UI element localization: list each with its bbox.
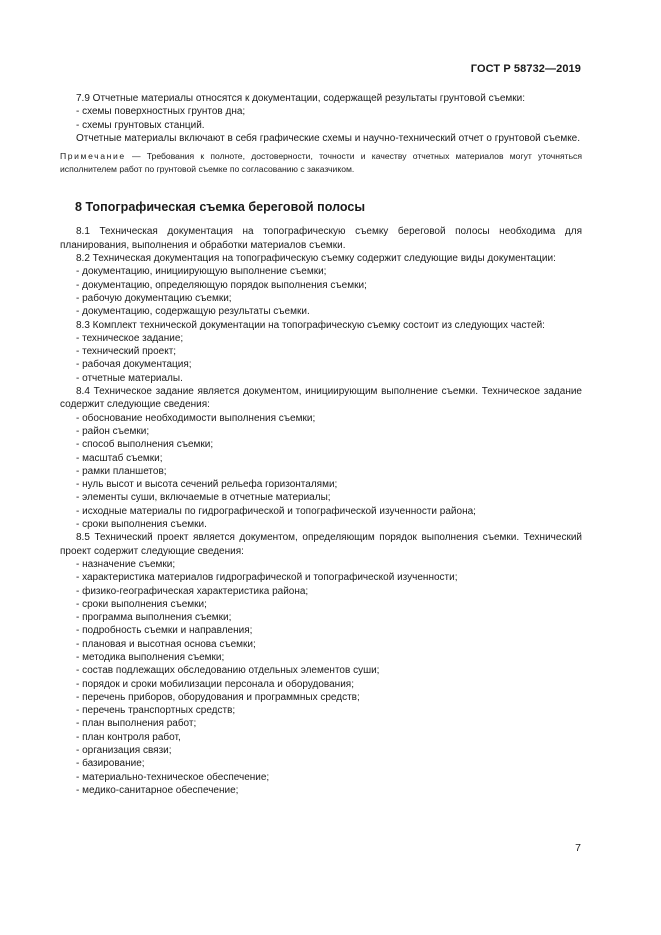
- list-8-4: [60, 412, 582, 532]
- section-8-heading: 8 Топографическая съемка береговой полосы: [75, 200, 366, 215]
- list-item: - рабочая документация;: [76, 359, 192, 371]
- list-item: - нуль высот и высота сечений рельефа горизонталями;: [76, 479, 338, 491]
- document-body: [60, 92, 582, 797]
- list-item: - состав подлежащих обследованию отдельных элементов суши;: [76, 665, 380, 677]
- note-label: Примечание: [60, 151, 126, 162]
- note-text: — Требования к полноте, достоверности, точности и качеству отчетных материалов могут уточняться исполнителем работ по грунтовой съемке по согласованию с заказчиком.: [60, 151, 582, 174]
- list-item: - базирование;: [76, 758, 145, 770]
- list-item: - район съемки;: [76, 425, 150, 437]
- paragraph-8-1: 8.1 Техническая документация на топографическую съемку береговой полосы необходима для планирования, выполнения и обработки материалов съемки.: [60, 226, 582, 251]
- list-item: - техническое задание;: [76, 332, 184, 344]
- list-item: - технический проект;: [76, 346, 177, 358]
- paragraph-8-5: 8.5 Технический проект является документом, определяющим порядок выполнения съемки. Технический проект содержит следующие сведения:: [60, 532, 582, 557]
- page-number: 7: [575, 842, 581, 854]
- list-item: - способ выполнения съемки;: [76, 439, 214, 451]
- list-item: - организация связи;: [76, 745, 172, 757]
- document-code-header: ГОСТ Р 58732—2019: [470, 63, 581, 75]
- list-item: - план выполнения работ;: [76, 718, 197, 730]
- list-item: - исходные материалы по гидрографической и топографической изученности района;: [76, 505, 476, 517]
- list-item: - элементы суши, включаемые в отчетные материалы;: [76, 492, 331, 504]
- list-8-3: [60, 332, 582, 385]
- list-8-5: [60, 558, 582, 797]
- paragraph-8-2: 8.2 Техническая документация на топографическую съемку содержит следующие виды документации:: [76, 253, 556, 265]
- list-item: - рабочую документацию съемки;: [76, 292, 232, 304]
- list-item: - документацию, содержащую результаты съемки.: [76, 306, 310, 318]
- list-7-9: [60, 105, 582, 132]
- list-item: - назначение съемки;: [76, 558, 176, 570]
- list-item: - документацию, инициирующую выполнение съемки;: [76, 266, 327, 278]
- list-item: - методика выполнения съемки;: [76, 651, 225, 663]
- list-item: - характеристика материалов гидрографической и топографической изученности;: [76, 572, 458, 584]
- list-item: - медико-санитарное обеспечение;: [76, 784, 239, 796]
- list-item: - подробность съемки и направления;: [76, 625, 253, 637]
- list-item: - отчетные материалы.: [76, 372, 183, 384]
- list-item: - порядок и сроки мобилизации персонала и оборудования;: [76, 678, 354, 690]
- list-8-2: [60, 265, 582, 318]
- list-item: - рамки планшетов;: [76, 465, 167, 477]
- list-item: - схемы грунтовых станций.: [76, 119, 205, 131]
- list-item: - перечень приборов, оборудования и программных средств;: [76, 691, 360, 703]
- list-item: - плановая и высотная основа съемки;: [76, 638, 256, 650]
- list-item: - сроки выполнения съемки;: [76, 598, 207, 610]
- list-item: - материально-техническое обеспечение;: [76, 771, 270, 783]
- list-item: - схемы поверхностных грунтов дна;: [76, 106, 246, 118]
- list-item: - документацию, определяющую порядок выполнения съемки;: [76, 279, 367, 291]
- note: [60, 150, 582, 175]
- list-item: - масштаб съемки;: [76, 452, 163, 464]
- list-item: - перечень транспортных средств;: [76, 705, 236, 717]
- list-item: - обоснование необходимости выполнения съемки;: [76, 412, 316, 424]
- paragraph-7-9: 7.9 Отчетные материалы относятся к документации, содержащей результаты грунтовой съемки:: [76, 93, 525, 104]
- list-item: - план контроля работ,: [76, 731, 181, 743]
- paragraph-8-3: 8.3 Комплект технической документации на топографическую съемку состоит из следующих частей:: [76, 319, 545, 331]
- list-item: - физико-географическая характеристика района;: [76, 585, 309, 597]
- paragraph-reporting-materials: Отчетные материалы включают в себя графические схемы и научно-технический отчет о грунтовой съемке.: [76, 132, 581, 144]
- paragraph-8-4: 8.4 Техническое задание является документом, инициирующим выполнение съемки. Техническое задание содержит следующие сведения:: [60, 386, 582, 411]
- list-item: - программа выполнения съемки;: [76, 612, 232, 624]
- list-item: - сроки выполнения съемки.: [76, 519, 207, 531]
